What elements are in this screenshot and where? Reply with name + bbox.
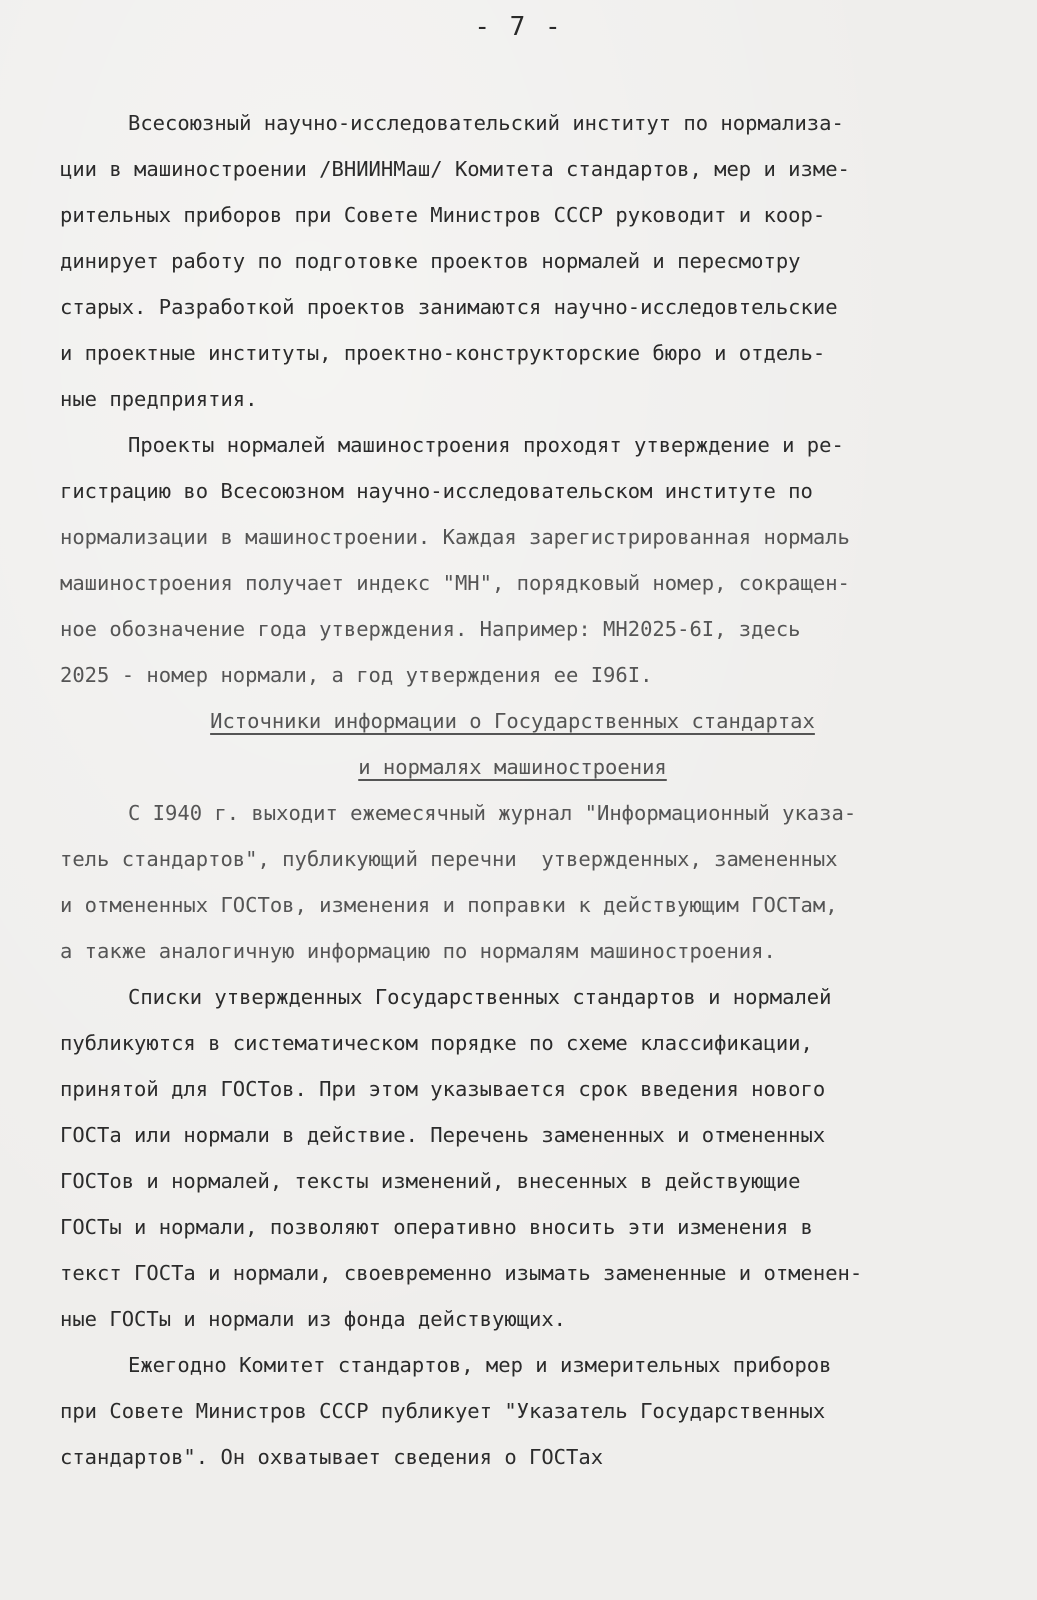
text-line: старых. Разработкой проектов занимаются научно-исследовтельские (60, 295, 838, 319)
paragraph-4 (60, 974, 965, 1342)
text-line: гистрацию во Всесоюзном научно-исследовательском институте по (60, 479, 813, 503)
text-line: а также аналогичную информацию по нормалям машиностроения. (60, 939, 776, 963)
text-line: Ежегодно Комитет стандартов, мер и измерительных приборов (128, 1353, 832, 1377)
text-line: 2025 - номер нормали, а год утверждения ее I96I. (60, 663, 653, 687)
text-line: ГОСТа или нормали в действие. Перечень замененных и отмененных (60, 1123, 826, 1147)
text-line: тель стандартов", публикующий перечни утвержденных, замененных (60, 847, 838, 871)
text-line: и отмененных ГОСТов, изменения и поправки к действующим ГОСТам, (60, 893, 838, 917)
page-number: - 7 - (474, 12, 563, 42)
section-heading (60, 698, 965, 790)
paragraph-5 (60, 1342, 965, 1480)
text-line: и проектные институты, проектно-конструкторские бюро и отдель- (60, 341, 826, 365)
text-line: Проекты нормалей машиностроения проходят утверждение и ре- (128, 433, 844, 457)
text-line: рительных приборов при Совете Министров СССР руководит и коор- (60, 203, 826, 227)
paragraph-1 (60, 100, 965, 422)
section-heading-line-2: и нормалях машиностроения (358, 755, 667, 779)
text-line: стандартов". Он охватывает сведения о ГОСТах (60, 1445, 604, 1469)
text-line: ции в машиностроении /ВНИИНМаш/ Комитета стандартов, мер и изме- (60, 157, 850, 181)
text-line: ные ГОСТы и нормали из фонда действующих. (60, 1307, 567, 1331)
text-line: ные предприятия. (60, 387, 258, 411)
text-line: принятой для ГОСТов. При этом указывается срок введения нового (60, 1077, 826, 1101)
text-line: Списки утвержденных Государственных стандартов и нормалей (128, 985, 832, 1009)
text-line: публикуются в систематическом порядке по схеме классификации, (60, 1031, 813, 1055)
text-line: ГОСТов и нормалей, тексты изменений, внесенных в действующие (60, 1169, 801, 1193)
text-line: Всесоюзный научно-исследовательский институт по нормализа- (128, 111, 844, 135)
text-line: нормализации в машиностроении. Каждая зарегистрированная нормаль (60, 525, 850, 549)
text-line: машиностроения получает индекс "МН", порядковый номер, сокращен- (60, 571, 850, 595)
text-line: ГОСТы и нормали, позволяют оперативно вносить эти изменения в (60, 1215, 813, 1239)
text-line: С I940 г. выходит ежемесячный журнал "Информационный указа- (128, 801, 857, 825)
section-heading-line-1: Источники информации о Государственных стандартах (210, 709, 815, 733)
text-line: текст ГОСТа и нормали, своевременно изымать замененные и отменен- (60, 1261, 863, 1285)
text-line: при Совете Министров СССР публикует "Указатель Государственных (60, 1399, 826, 1423)
text-line: ное обозначение года утверждения. Например: МН2025-6I, здесь (60, 617, 801, 641)
text-line: динирует работу по подготовке проектов нормалей и пересмотру (60, 249, 801, 273)
paragraph-3 (60, 790, 965, 974)
document-body (60, 100, 965, 1480)
paragraph-2 (60, 422, 965, 698)
